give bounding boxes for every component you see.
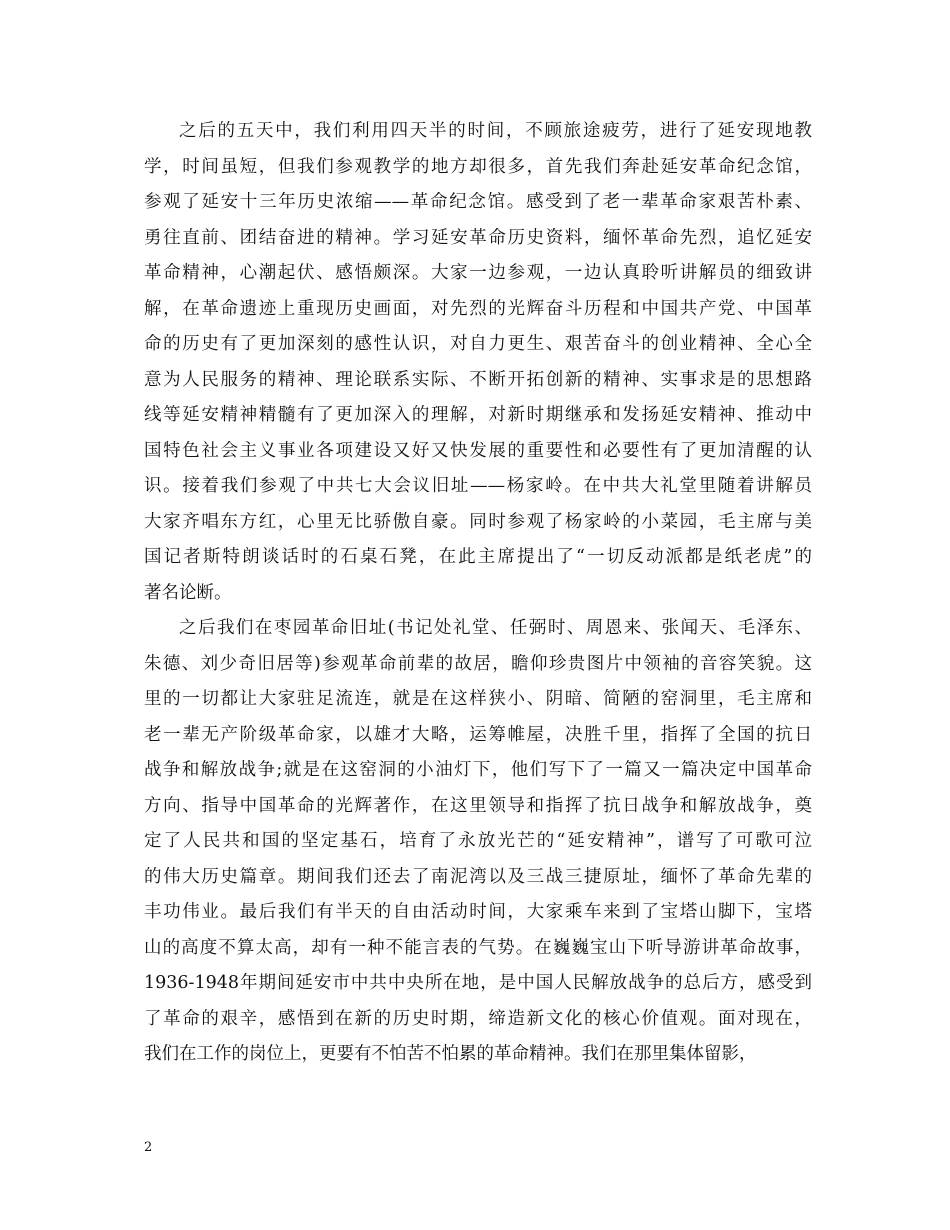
- text-line: 解，在革命遗迹上重现历史画面，对先烈的光辉奋斗历程和中国共产党、中国革: [144, 298, 812, 319]
- text-line: 命的历史有了更加深刻的感性认识，对自力更生、艰苦奋斗的创业精神、全心全: [144, 334, 812, 354]
- paragraph-1: [144, 114, 812, 611]
- text-line: 之后我们在枣园革命旧址(书记处礼堂、任弼时、周恩来、张闻天、毛泽东、: [179, 618, 812, 638]
- text-line: 勇往直前、团结奋进的精神。学习延安革命历史资料，缅怀革命先烈，追忆延安: [144, 227, 812, 248]
- text-line: 我们在工作的岗位上，更要有不怕苦不怕累的革命精神。我们在那里集体留影，: [144, 1044, 757, 1064]
- text-line: 方向、指导中国革命的光辉著作，在这里领导和指挥了抗日战争和解放战争，奠: [144, 795, 812, 816]
- text-line: 老一辈无产阶级革命家，以雄才大略，运筹帷屋，决胜千里，指挥了全国的抗日: [144, 724, 812, 745]
- text-line: 国特色社会主义事业各项建设又好又快发展的重要性和必要性有了更加清醒的认: [144, 440, 812, 461]
- text-line: 里的一切都让大家驻足流连，就是在这样狭小、阴暗、简陋的窑洞里，毛主席和: [144, 689, 812, 709]
- text-line: 的伟大历史篇章。期间我们还去了南泥湾以及三战三捷原址，缅怀了革命先辈的: [144, 866, 812, 887]
- text-line: 著名论断。: [144, 582, 232, 603]
- text-line: 山的高度不算太高，却有一种不能言表的气势。在巍巍宝山下听导游讲革命故事，: [144, 937, 812, 958]
- text-line: 1936-1948年期间延安市中共中央所在地，是中国人民解放战争的总后方，感受到: [144, 973, 812, 993]
- page-number: 2: [144, 1140, 153, 1155]
- text-line: 学，时间虽短，但我们参观教学的地方却很多，首先我们奔赴延安革命纪念馆，: [144, 156, 812, 177]
- text-line: 了革命的艰辛，感悟到在新的历史时期，缔造新文化的核心价值观。面对现在，: [144, 1008, 812, 1029]
- text-line: 丰功伟业。最后我们有半天的自由活动时间，大家乘车来到了宝塔山脚下，宝塔: [144, 902, 812, 922]
- text-line: 定了人民共和国的坚定基石，培育了永放光芒的“延安精神”，谱写了可歌可泣: [144, 831, 812, 851]
- text-line: 意为人民服务的精神、理论联系实际、不断开拓创新的精神、实事求是的思想路: [144, 369, 812, 390]
- text-line: 线等延安精神精髓有了更加深入的理解，对新时期继承和发扬延安精神、推动中: [144, 405, 812, 425]
- text-line: 大家齐唱东方红，心里无比骄傲自豪。同时参观了杨家岭的小菜园，毛主席与美: [144, 511, 812, 532]
- text-line: 国记者斯特朗谈话时的石桌石凳，在此主席提出了“一切反动派都是纸老虎”的: [144, 547, 812, 567]
- text-line: 参观了延安十三年历史浓缩——革命纪念馆。感受到了老一辈革命家艰苦朴素、: [144, 192, 812, 212]
- paragraph-2: [144, 611, 812, 1073]
- body-text: [144, 114, 812, 1073]
- text-line: 朱德、刘少奇旧居等)参观革命前辈的故居，瞻仰珍贵图片中领袖的音容笑貌。这: [144, 653, 812, 674]
- text-line: 识。接着我们参观了中共七大会议旧址——杨家岭。在中共大礼堂里随着讲解员: [144, 476, 812, 496]
- text-line: 之后的五天中，我们利用四天半的时间，不顾旅途疲劳，进行了延安现地教: [179, 121, 812, 141]
- text-line: 战争和解放战争;就是在这窑洞的小油灯下，他们写下了一篇又一篇决定中国革命: [144, 760, 812, 780]
- text-line: 革命精神，心潮起伏、感悟颇深。大家一边参观，一边认真聆听讲解员的细致讲: [144, 263, 812, 283]
